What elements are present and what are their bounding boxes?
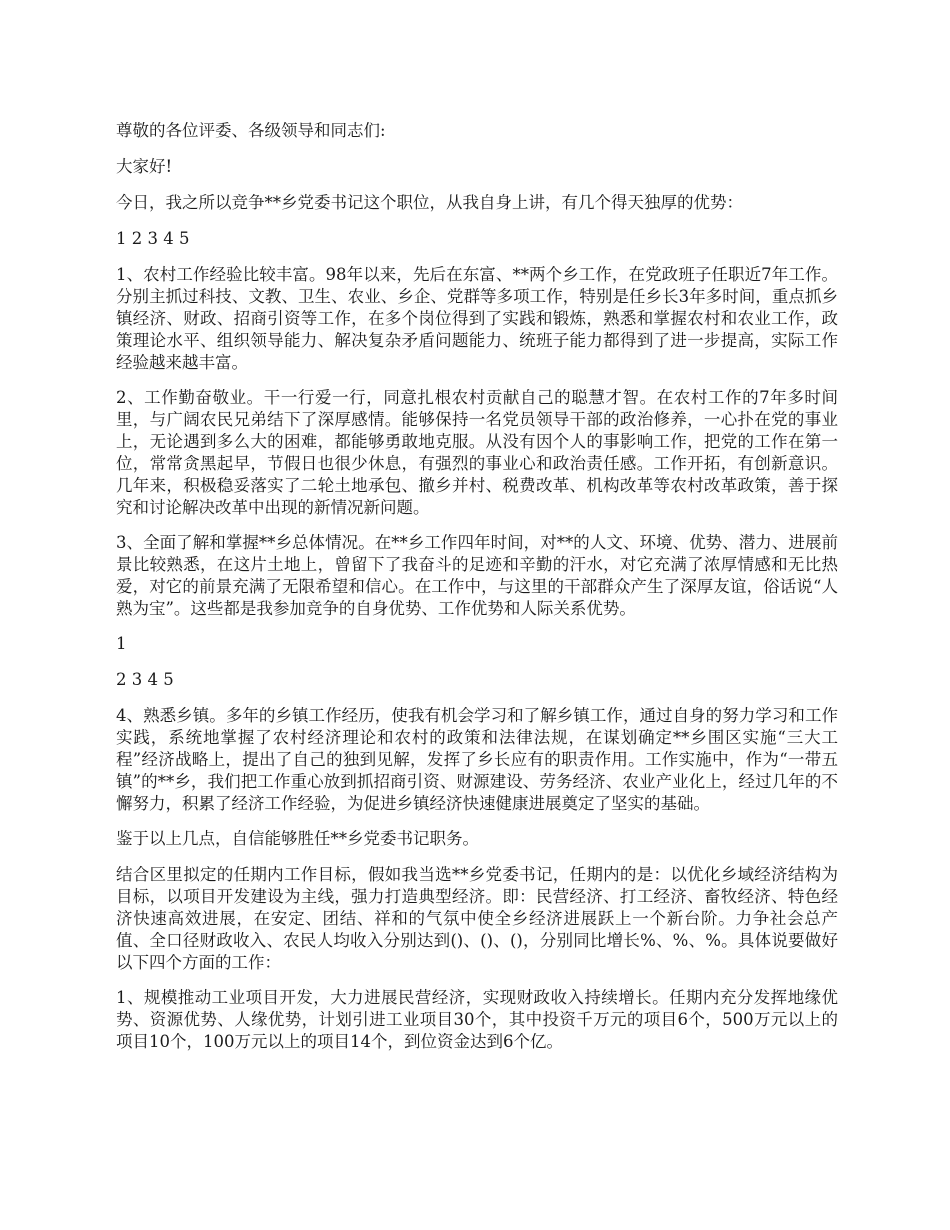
work-item-paragraph-1: 1、规模推动工业项目开发，大力进展民营经济，实现财政收入持续增长。任期内充分发挥地缘优势、资源优势、人缘优势，计划引进工业项目30个，其中投资千万元的项目6个，500万元以上的项目10个，100万元以上的项目14个，到位资金达到6个亿。	[116, 988, 838, 1051]
greeting: 大家好!	[116, 157, 173, 176]
advantage-paragraph-1: 1、农村工作经验比较丰富。98年以来，先后在东富、**两个乡工作，在党政班子任职近7年工作。分别主抓过科技、文教、卫生、农业、乡企、党群等多项工作，特别是任乡长3年多时间，重点抓乡镇经济、财政、招商引资等工作，在多个岗位得到了实践和锻炼，熟悉和掌握农村和农业工作，政策理论水平、组织领导能力、解决复杂矛盾问题能力、统班子能力都得到了进一步提高，实际工作经验越来越丰富。	[116, 265, 838, 372]
conclusion-paragraph: 鉴于以上几点，自信能够胜任**乡党委书记职务。	[116, 829, 479, 848]
goals-paragraph: 结合区里拟定的任期内工作目标，假如我当选**乡党委书记，任期内的是：以优化乡域经济结构为目标，以项目开发建设为主线，强力打造典型经济。即：民营经济、打工经济、畜牧经济、特色经济快速高效进展，在安定、团结、祥和的气氛中使全乡经济进展跃上一个新台阶。力争社会总产值、全口径财政收入、农民人均收入分别达到()、()、()，分别同比增长%、%、%。具体说要做好以下四个方面的工作：	[116, 865, 838, 972]
number-sequence: 1 2 3 4 5	[116, 229, 190, 248]
number-sequence: 1	[116, 634, 127, 653]
intro-paragraph: 今日，我之所以竞争**乡党委书记这个职位，从我自身上讲，有几个得天独厚的优势：	[116, 193, 743, 212]
advantage-paragraph-2: 2、工作勤奋敬业。干一行爱一行，同意扎根农村贡献自己的聪慧才智。在农村工作的7年多时间里，与广阔农民兄弟结下了深厚感情。能够保持一名党员领导干部的政治修养，一心扑在党的事业上，无论遇到多么大的困难，都能够勇敢地克服。从没有因个人的事影响工作，把党的工作在第一位，常常贪黑起早，节假日也很少休息，有强烈的事业心和政治责任感。工作开拓，有创新意识。几年来，积极稳妥落实了二轮土地承包、撤乡并村、税费改革、机构改革等农村改革政策，善于探究和讨论解决改革中出现的新情况新问题。	[116, 388, 838, 517]
number-sequence: 2 3 4 5	[116, 670, 174, 689]
advantage-paragraph-3: 3、全面了解和掌握**乡总体情况。在**乡工作四年时间，对**的人文、环境、优势、潜力、进展前景比较熟悉，在这片土地上，曾留下了我奋斗的足迹和辛勤的汗水，对它充满了浓厚情感和无比热爱，对它的前景充满了无限希望和信心。在工作中，与这里的干部群众产生了深厚友谊，俗话说“人熟为宝”。这些都是我参加竞争的自身优势、工作优势和人际关系优势。	[116, 533, 838, 618]
salutation: 尊敬的各位评委、各级领导和同志们:	[116, 121, 386, 140]
document-page	[116, 120, 838, 1066]
advantage-paragraph-4: 4、熟悉乡镇。多年的乡镇工作经历，使我有机会学习和了解乡镇工作，通过自身的努力学习和工作实践，系统地掌握了农村经济理论和农村的政策和法律法规，在谋划确定**乡围区实施“三大工程”经济战略上，提出了自己的独到见解，发挥了乡长应有的职责作用。工作实施中，作为“一带五镇”的**乡，我们把工作重心放到抓招商引资、财源建设、劳务经济、农业产业化上，经过几年的不懈努力，积累了经济工作经验，为促进乡镇经济快速健康进展奠定了坚实的基础。	[116, 706, 838, 813]
